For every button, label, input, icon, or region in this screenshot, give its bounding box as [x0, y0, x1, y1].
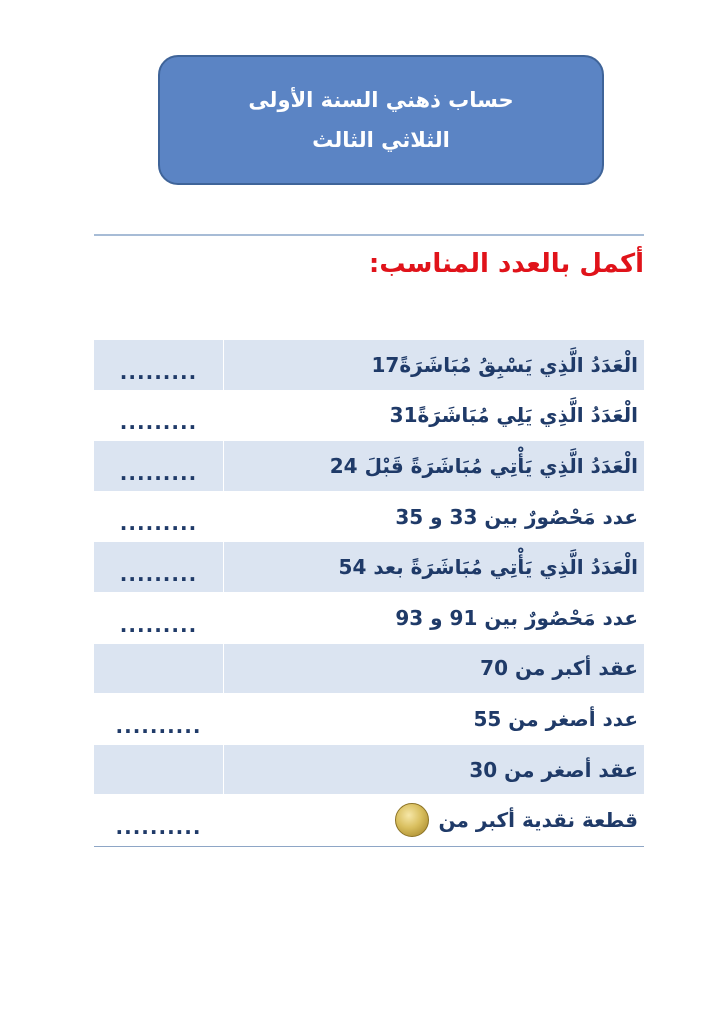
gold-coin-icon	[395, 803, 429, 837]
answer-blank[interactable]: ..........	[94, 694, 224, 744]
question-text: الْعَدَدُ الَّذِي يَسْبِقُ مُبَاشَرَةً17	[371, 352, 638, 377]
title-line-2: الثلاثي الثالث	[312, 128, 450, 152]
answer-blank[interactable]: .........	[94, 441, 224, 491]
answer-blank[interactable]: .........	[94, 593, 224, 643]
question-text: عقد أصغر من 30	[469, 757, 638, 782]
table-row	[94, 593, 644, 644]
question-text: قطعة نقدية أكبر من	[438, 808, 638, 833]
question-cell	[224, 795, 644, 845]
question-text: عدد أصغر من 55	[473, 706, 638, 731]
question-text: الْعَدَدُ الَّذِي يَأْتِي مُبَاشَرَةً بعد 54	[338, 555, 638, 580]
answer-blank[interactable]: ..........	[94, 795, 224, 845]
table-row	[94, 492, 644, 543]
question-text: عدد مَحْصُورٌ بين 33 و 35	[395, 504, 638, 529]
question-text: عقد أكبر من 70	[480, 656, 638, 681]
table-row	[94, 795, 644, 846]
answer-blank[interactable]	[94, 745, 224, 795]
question-text: عدد مَحْصُورٌ بين 91 و 93	[395, 605, 638, 630]
exercise-table	[94, 340, 644, 847]
table-row	[94, 694, 644, 745]
table-row	[94, 391, 644, 442]
answer-blank[interactable]: .........	[94, 542, 224, 592]
table-row	[94, 542, 644, 593]
title-line-1: حساب ذهني السنة الأولى	[248, 88, 514, 112]
answer-blank[interactable]: .........	[94, 340, 224, 390]
question-text: الْعَدَدُ الَّذِي يَلِي مُبَاشَرَةً31	[389, 403, 638, 428]
answer-blank[interactable]: .........	[94, 391, 224, 441]
instruction-heading: أكمل بالعدد المناسب:	[368, 249, 644, 279]
answer-blank[interactable]: .........	[94, 492, 224, 542]
table-row	[94, 745, 644, 796]
table-row	[94, 644, 644, 695]
top-divider	[94, 234, 644, 236]
table-row	[94, 340, 644, 391]
title-box	[158, 55, 604, 185]
table-row	[94, 441, 644, 492]
answer-blank[interactable]	[94, 644, 224, 694]
question-text: الْعَدَدُ الَّذِي يَأْتِي مُبَاشَرَةً قَبْلَ 24	[329, 453, 638, 478]
